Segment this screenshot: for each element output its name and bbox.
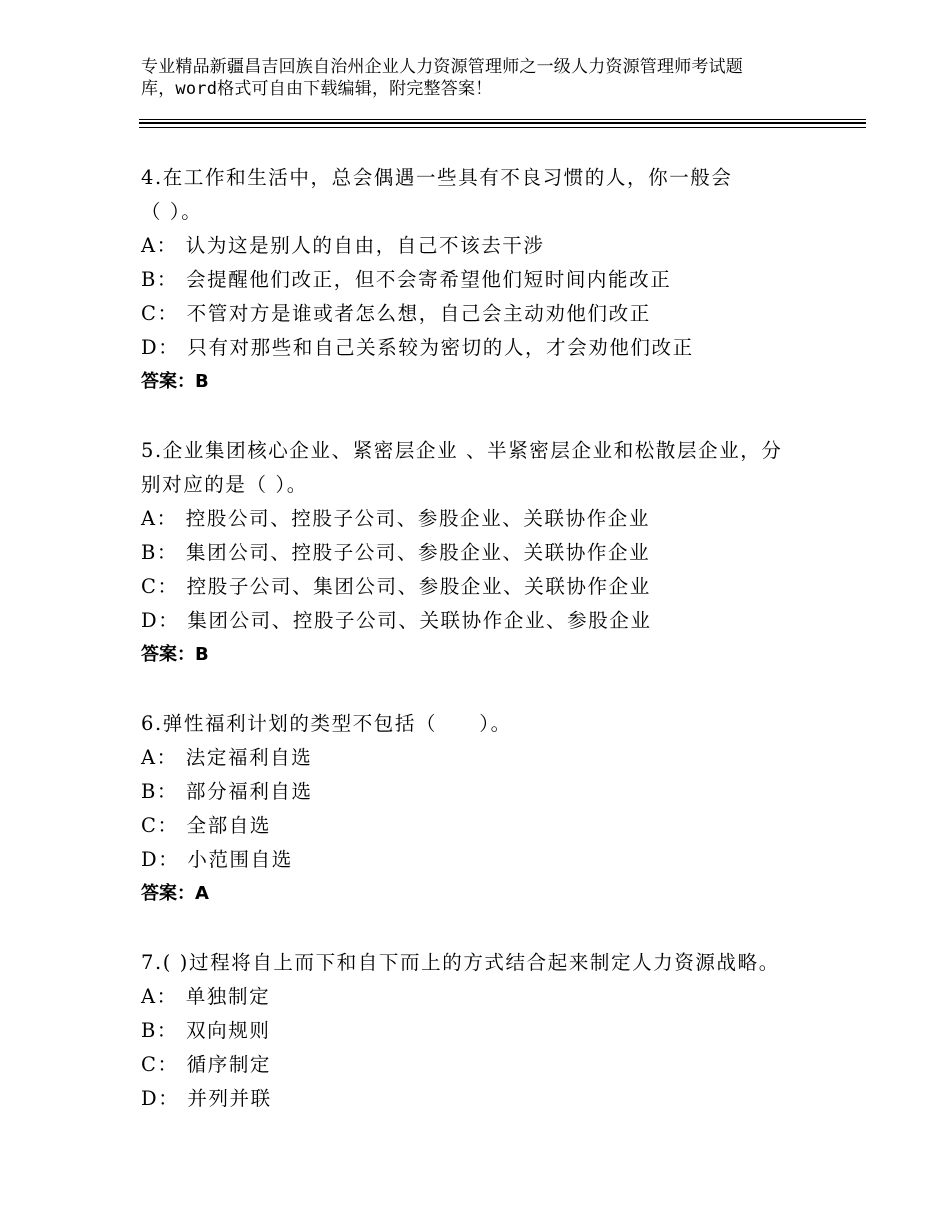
- question-stem: 4.在工作和生活中，总会偶遇一些具有不良习惯的人，你一般会 （ ）。: [141, 166, 733, 223]
- option-a: A： 法定福利自选: [141, 746, 313, 769]
- option-a: A： 控股公司、控股子公司、参股企业、关联协作企业: [141, 507, 650, 530]
- option-b: B： 部分福利自选: [141, 780, 313, 803]
- option-b: B： 集团公司、控股子公司、参股企业、关联协作企业: [141, 541, 651, 564]
- header-rule-middle: [139, 122, 866, 124]
- question-stem: 6.弹性福利计划的类型不包括（ ）。: [141, 712, 512, 735]
- option-a: A： 单独制定: [141, 985, 271, 1008]
- header-rule-bottom: [139, 127, 866, 128]
- option-c: C： 全部自选: [141, 814, 272, 837]
- answer-label: 答案：B: [141, 371, 209, 392]
- header-line-1: 专业精品新疆昌吉回族自治州企业人力资源管理师之一级人力资源管理师考试题: [141, 57, 743, 77]
- option-d: D： 只有对那些和自己关系较为密切的人，才会劝他们改正: [141, 336, 694, 359]
- document-header: [141, 56, 821, 100]
- question-4: [141, 161, 811, 399]
- option-b: B： 双向规则: [141, 1019, 271, 1042]
- option-c: C： 控股子公司、集团公司、参股企业、关联协作企业: [141, 575, 651, 598]
- question-6: [141, 707, 811, 911]
- option-d: D： 并列并联: [141, 1087, 272, 1110]
- answer-label: 答案：A: [141, 883, 209, 904]
- option-a: A： 认为这是别人的自由，自己不该去干涉: [141, 234, 545, 257]
- question-stem: 7.( )过程将自上而下和自下而上的方式结合起来制定人力资源战略。: [141, 951, 780, 974]
- header-line-2: 库，word格式可自由下载编辑，附完整答案！: [141, 79, 493, 99]
- option-b: B： 会提醒他们改正，但不会寄希望他们短时间内能改正: [141, 268, 672, 291]
- question-7: [141, 946, 811, 1116]
- question-stem: 5.企业集团核心企业、紧密层企业 、半紧密层企业和松散层企业，分 别对应的是（ ）。: [141, 439, 783, 496]
- option-c: C： 循序制定: [141, 1053, 272, 1076]
- header-rule-top: [139, 119, 866, 120]
- option-d: D： 集团公司、控股子公司、关联协作企业、参股企业: [141, 609, 652, 632]
- option-d: D： 小范围自选: [141, 848, 293, 871]
- answer-label: 答案：B: [141, 644, 209, 665]
- question-5: [141, 434, 811, 672]
- option-c: C： 不管对方是谁或者怎么想，自己会主动劝他们改正: [141, 302, 651, 325]
